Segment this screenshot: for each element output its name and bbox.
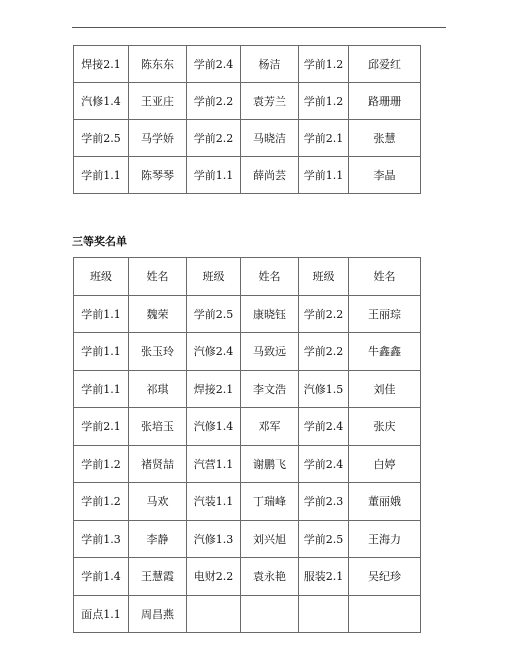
name-cell: 马学娇	[129, 120, 187, 157]
name-cell: 吴纪珍	[349, 558, 421, 596]
class-cell: 学前2.2	[187, 120, 241, 157]
column-header-class: 班级	[74, 258, 129, 296]
name-cell: 陈东东	[129, 46, 187, 83]
class-cell: 学前1.1	[74, 333, 129, 371]
class-cell: 学前1.2	[299, 46, 349, 83]
name-cell: 丁瑞峰	[241, 483, 299, 521]
name-cell: 邱爱红	[349, 46, 421, 83]
name-cell: 白婷	[349, 445, 421, 483]
class-cell: 学前2.3	[299, 483, 349, 521]
table-row	[74, 83, 421, 120]
table-row	[74, 120, 421, 157]
class-cell: 焊接2.1	[74, 46, 129, 83]
class-cell: 学前2.1	[74, 408, 129, 446]
class-cell: 学前2.4	[299, 445, 349, 483]
name-cell: 董丽娥	[349, 483, 421, 521]
third-prize-table	[73, 257, 421, 633]
name-cell: 王慧霞	[129, 558, 187, 596]
header-rule	[72, 27, 446, 28]
table-row	[74, 370, 421, 408]
name-cell: 康晓钰	[241, 295, 299, 333]
class-cell: 学前2.4	[187, 46, 241, 83]
section-title: 三等奖名单	[72, 235, 127, 248]
class-cell: 学前2.5	[299, 520, 349, 558]
name-cell: 周昌燕	[129, 595, 187, 633]
class-cell: 学前1.1	[74, 295, 129, 333]
name-cell: 祁琪	[129, 370, 187, 408]
name-cell: 王亚庄	[129, 83, 187, 120]
name-cell: 王丽琮	[349, 295, 421, 333]
class-cell	[299, 595, 349, 633]
table-row	[74, 445, 421, 483]
table-row	[74, 295, 421, 333]
class-cell: 学前1.2	[74, 445, 129, 483]
table-row	[74, 333, 421, 371]
prize-table-continued	[73, 45, 421, 194]
table-row	[74, 408, 421, 446]
name-cell: 李晶	[349, 157, 421, 194]
table-header-row	[74, 258, 421, 296]
class-cell: 汽修1.5	[299, 370, 349, 408]
class-cell: 汽修1.3	[187, 520, 241, 558]
class-cell: 汽修2.4	[187, 333, 241, 371]
name-cell: 薛尚芸	[241, 157, 299, 194]
name-cell: 谢鹏飞	[241, 445, 299, 483]
class-cell: 面点1.1	[74, 595, 129, 633]
name-cell: 马晓洁	[241, 120, 299, 157]
name-cell	[349, 595, 421, 633]
table-row	[74, 157, 421, 194]
class-cell	[187, 595, 241, 633]
name-cell: 张培玉	[129, 408, 187, 446]
class-cell: 学前1.1	[299, 157, 349, 194]
table-row	[74, 595, 421, 633]
name-cell: 邓军	[241, 408, 299, 446]
class-cell: 汽修1.4	[74, 83, 129, 120]
table-row	[74, 46, 421, 83]
class-cell: 汽装1.1	[187, 483, 241, 521]
column-header-class: 班级	[299, 258, 349, 296]
name-cell: 刘兴旭	[241, 520, 299, 558]
class-cell: 焊接2.1	[187, 370, 241, 408]
name-cell: 牛鑫鑫	[349, 333, 421, 371]
class-cell: 学前1.2	[299, 83, 349, 120]
class-cell: 学前1.4	[74, 558, 129, 596]
table-row	[74, 520, 421, 558]
class-cell: 学前1.1	[74, 157, 129, 194]
name-cell: 马欢	[129, 483, 187, 521]
class-cell: 电财2.2	[187, 558, 241, 596]
name-cell: 刘佳	[349, 370, 421, 408]
name-cell: 李文浩	[241, 370, 299, 408]
column-header-name: 姓名	[129, 258, 187, 296]
column-header-name: 姓名	[349, 258, 421, 296]
name-cell	[241, 595, 299, 633]
class-cell: 学前2.5	[74, 120, 129, 157]
class-cell: 汽营1.1	[187, 445, 241, 483]
class-cell: 学前1.2	[74, 483, 129, 521]
class-cell: 学前2.4	[299, 408, 349, 446]
name-cell: 张玉玲	[129, 333, 187, 371]
name-cell: 张慧	[349, 120, 421, 157]
class-cell: 学前1.1	[74, 370, 129, 408]
name-cell: 张庆	[349, 408, 421, 446]
name-cell: 路珊珊	[349, 83, 421, 120]
name-cell: 王海力	[349, 520, 421, 558]
class-cell: 服装2.1	[299, 558, 349, 596]
class-cell: 学前2.2	[299, 295, 349, 333]
column-header-class: 班级	[187, 258, 241, 296]
name-cell: 袁芳兰	[241, 83, 299, 120]
class-cell: 学前2.2	[187, 83, 241, 120]
name-cell: 杨洁	[241, 46, 299, 83]
name-cell: 马致远	[241, 333, 299, 371]
class-cell: 学前2.5	[187, 295, 241, 333]
name-cell: 褚贤喆	[129, 445, 187, 483]
class-cell: 学前2.1	[299, 120, 349, 157]
class-cell: 学前1.3	[74, 520, 129, 558]
class-cell: 汽修1.4	[187, 408, 241, 446]
name-cell: 陈琴琴	[129, 157, 187, 194]
name-cell: 李静	[129, 520, 187, 558]
name-cell: 魏荣	[129, 295, 187, 333]
table-row	[74, 483, 421, 521]
table-row	[74, 558, 421, 596]
column-header-name: 姓名	[241, 258, 299, 296]
class-cell: 学前2.2	[299, 333, 349, 371]
name-cell: 袁永艳	[241, 558, 299, 596]
class-cell: 学前1.1	[187, 157, 241, 194]
